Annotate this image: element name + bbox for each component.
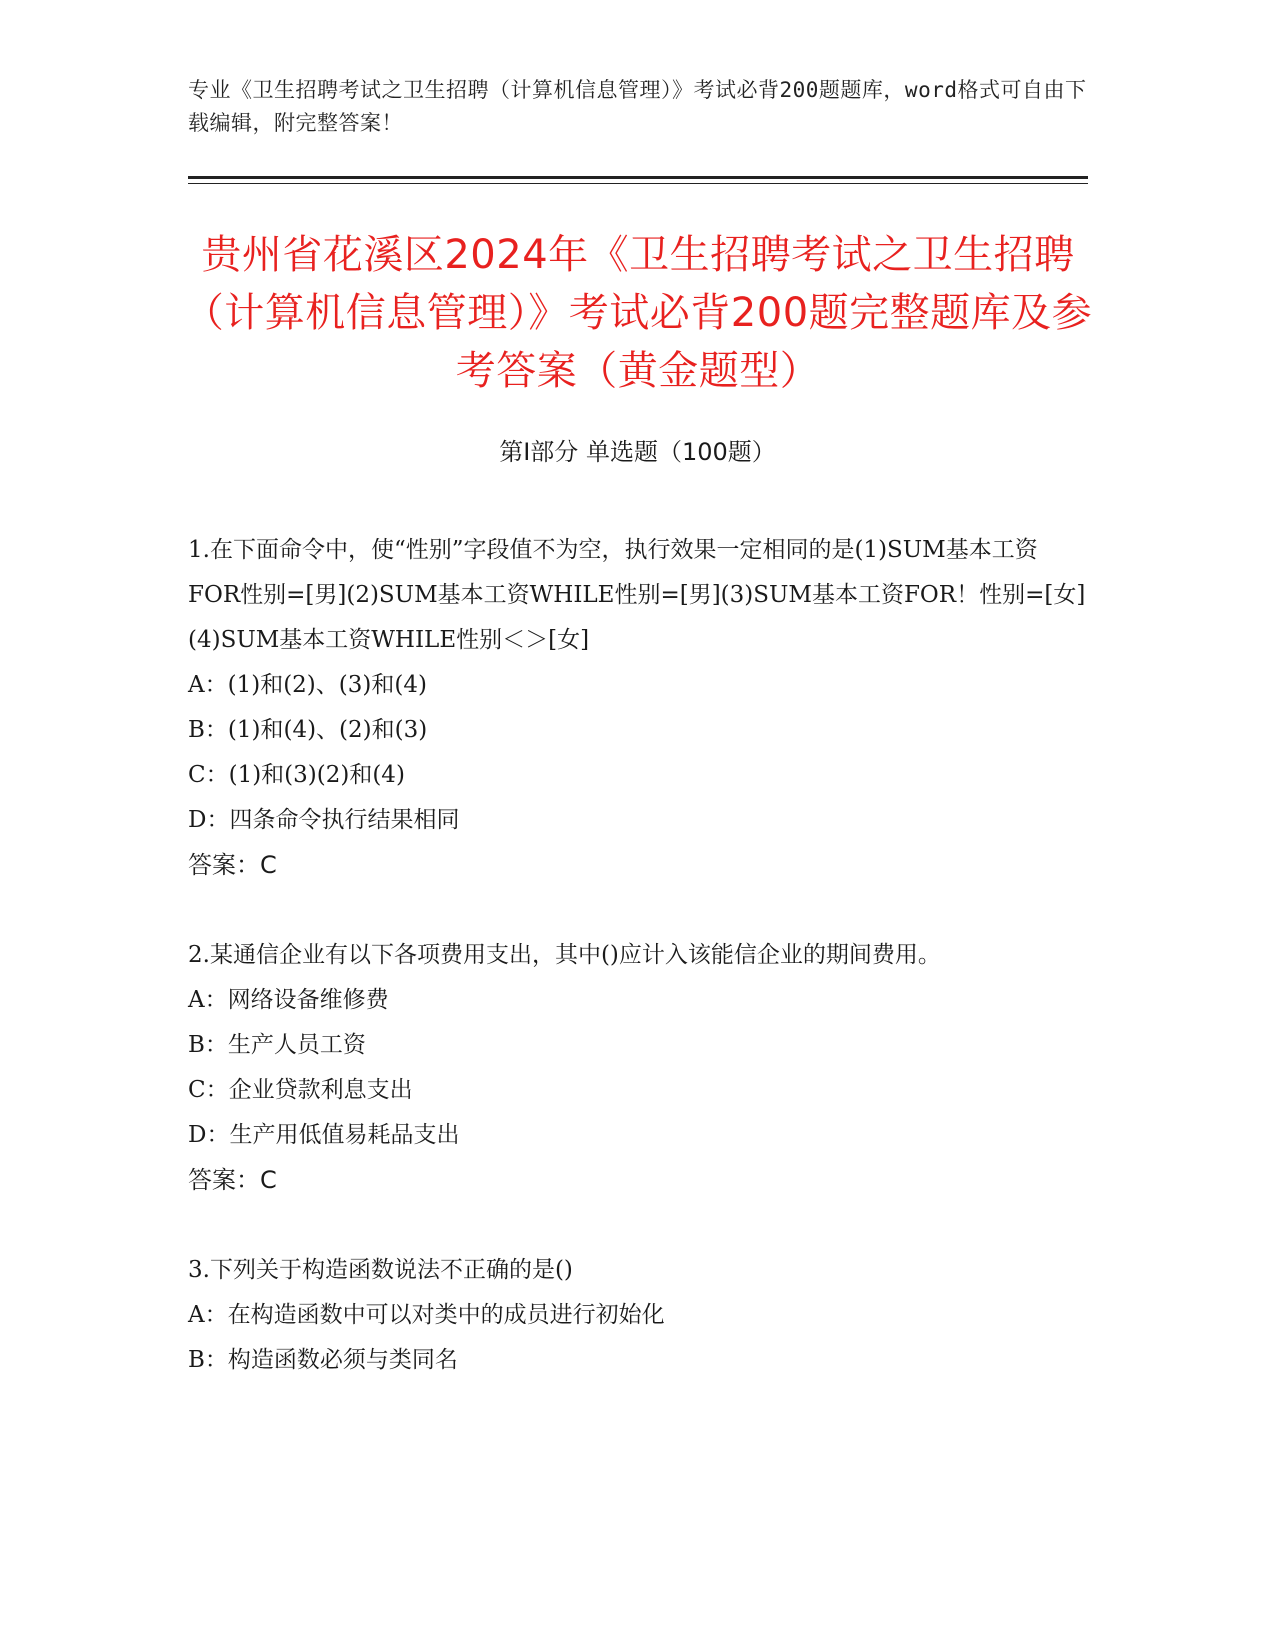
option-a: A：(1)和(2)、(3)和(4) xyxy=(188,672,427,698)
option-d: D：四条命令执行结果相同 xyxy=(188,807,460,833)
answer-text: 答案：C xyxy=(188,851,277,879)
question-list xyxy=(188,528,1088,1428)
question-2 xyxy=(188,933,1088,1203)
question-text: 1.在下面命令中，使“性别”字段值不为空，执行效果一定相同的是(1)SUM基本工资FOR性别=[男](2)SUM基本工资WHILE性别=[男](3)SUM基本工资FOR！性别=[女](4)SUM基本工资WHILE性别＜＞[女] xyxy=(188,537,1086,653)
document-title: 贵州省花溪区2024年《卫生招聘考试之卫生招聘（计算机信息管理）》考试必背200题完整题库及参考答案（黄金题型） xyxy=(183,232,1093,394)
option-b: B：构造函数必须与类同名 xyxy=(188,1347,458,1373)
answer-text: 答案：C xyxy=(188,1166,277,1194)
question-text: 3.下列关于构造函数说法不正确的是() xyxy=(188,1257,573,1283)
option-a: A：网络设备维修费 xyxy=(188,987,389,1013)
question-text: 2.某通信企业有以下各项费用支出，其中()应计入该能信企业的期间费用。 xyxy=(188,942,941,968)
option-a: A：在构造函数中可以对类中的成员进行初始化 xyxy=(188,1302,665,1328)
option-d: D：生产用低值易耗品支出 xyxy=(188,1122,460,1148)
option-b: B：(1)和(4)、(2)和(3) xyxy=(188,717,428,743)
option-c: C：企业贷款利息支出 xyxy=(188,1077,413,1103)
option-c: C：(1)和(3)(2)和(4) xyxy=(188,762,405,788)
intro-text: 专业《卫生招聘考试之卫生招聘（计算机信息管理）》考试必背200题题库，word格式可自由下载编辑，附完整答案！ xyxy=(188,78,1087,135)
section-heading: 第I部分 单选题（100题） xyxy=(499,438,776,466)
option-b: B：生产人员工资 xyxy=(188,1032,366,1058)
header-divider-thick xyxy=(188,176,1088,179)
question-1 xyxy=(188,528,1088,888)
question-3 xyxy=(188,1248,1088,1383)
header-divider-thin xyxy=(188,183,1088,184)
